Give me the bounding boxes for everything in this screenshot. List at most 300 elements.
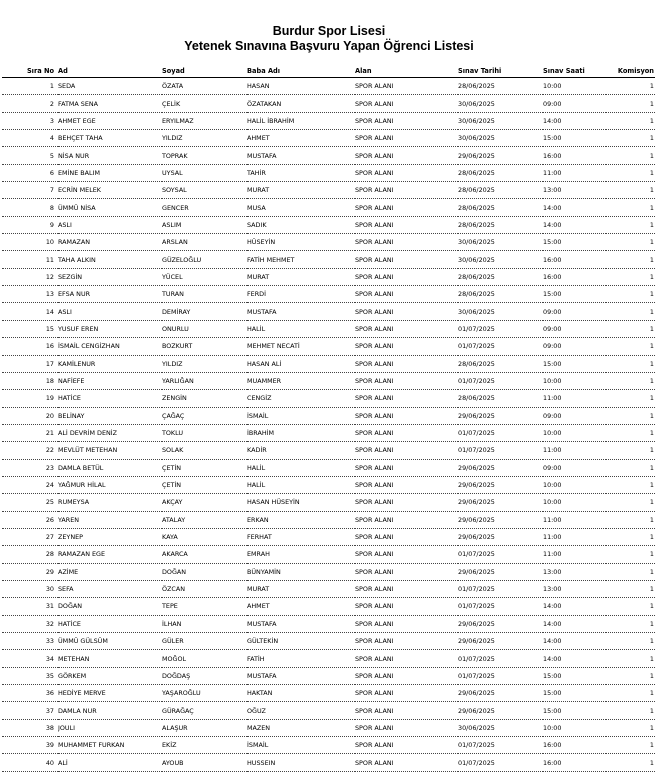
cell-baba-adi: MURAT — [247, 580, 355, 597]
cell-komisyon: 1 — [606, 320, 655, 337]
cell-alan: SPOR ALANI — [355, 164, 458, 181]
cell-komisyon: 1 — [606, 268, 655, 285]
cell-sinav-saati: 14:00 — [543, 633, 606, 650]
cell-sira-no: 18 — [2, 372, 58, 389]
table-row — [2, 580, 655, 597]
table-row — [2, 459, 655, 476]
cell-soyad: ÇELİK — [162, 95, 247, 112]
cell-alan: SPOR ALANI — [355, 78, 458, 95]
cell-komisyon: 1 — [606, 719, 655, 736]
cell-sinav-tarihi: 29/06/2025 — [458, 528, 543, 545]
cell-sinav-tarihi: 30/06/2025 — [458, 251, 543, 268]
cell-sinav-tarihi: 29/06/2025 — [458, 476, 543, 493]
cell-sira-no: 32 — [2, 615, 58, 632]
cell-sira-no: 10 — [2, 234, 58, 251]
cell-soyad: ASLIM — [162, 216, 247, 233]
cell-ad: BELİNAY — [58, 407, 162, 424]
cell-ad: ECRİN MELEK — [58, 182, 162, 199]
cell-alan: SPOR ALANI — [355, 147, 458, 164]
cell-komisyon: 1 — [606, 355, 655, 372]
cell-sinav-saati: 11:00 — [543, 546, 606, 563]
cell-komisyon: 1 — [606, 216, 655, 233]
cell-ad: FATMA SENA — [58, 95, 162, 112]
cell-komisyon: 1 — [606, 147, 655, 164]
table-row — [2, 338, 655, 355]
cell-sira-no: 13 — [2, 286, 58, 303]
cell-baba-adi: İBRAHİM — [247, 424, 355, 441]
cell-baba-adi: MUSA — [247, 199, 355, 216]
cell-ad: DAMLA BETÜL — [58, 459, 162, 476]
table-row — [2, 633, 655, 650]
table-row — [2, 546, 655, 563]
cell-sinav-saati: 15:00 — [543, 685, 606, 702]
cell-baba-adi: İSMAİL — [247, 737, 355, 754]
cell-baba-adi: KADİR — [247, 442, 355, 459]
cell-baba-adi: SADIK — [247, 216, 355, 233]
cell-sinav-saati: 09:00 — [543, 459, 606, 476]
cell-sinav-tarihi: 01/07/2025 — [458, 442, 543, 459]
cell-komisyon: 1 — [606, 702, 655, 719]
table-row — [2, 372, 655, 389]
cell-alan: SPOR ALANI — [355, 112, 458, 129]
cell-ad: NİSA NUR — [58, 147, 162, 164]
cell-soyad: YÜCEL — [162, 268, 247, 285]
cell-sira-no: 16 — [2, 338, 58, 355]
cell-baba-adi: MUSTAFA — [247, 147, 355, 164]
cell-sira-no: 36 — [2, 685, 58, 702]
cell-baba-adi: ÖZATAKAN — [247, 95, 355, 112]
cell-komisyon: 1 — [606, 685, 655, 702]
cell-komisyon: 1 — [606, 511, 655, 528]
cell-sinav-tarihi: 30/06/2025 — [458, 95, 543, 112]
cell-ad: DAMLA NUR — [58, 702, 162, 719]
cell-sinav-saati: 09:00 — [543, 320, 606, 337]
cell-soyad: ÇETİN — [162, 459, 247, 476]
cell-baba-adi: FERHAT — [247, 528, 355, 545]
cell-komisyon: 1 — [606, 164, 655, 181]
cell-soyad: ÖZATA — [162, 78, 247, 95]
cell-sinav-saati: 13:00 — [543, 580, 606, 597]
cell-sinav-saati: 14:00 — [543, 216, 606, 233]
table-row — [2, 476, 655, 493]
cell-sinav-saati: 11:00 — [543, 164, 606, 181]
cell-sira-no: 21 — [2, 424, 58, 441]
table-row — [2, 511, 655, 528]
cell-sinav-tarihi: 29/06/2025 — [458, 147, 543, 164]
cell-komisyon: 1 — [606, 95, 655, 112]
table-row — [2, 667, 655, 684]
cell-sira-no: 15 — [2, 320, 58, 337]
column-header-ad: Ad — [58, 62, 162, 78]
cell-sinav-tarihi: 29/06/2025 — [458, 407, 543, 424]
cell-komisyon: 1 — [606, 182, 655, 199]
cell-baba-adi: BÜNYAMİN — [247, 563, 355, 580]
cell-ad: MEVLÜT METEHAN — [58, 442, 162, 459]
cell-ad: NAFİEFE — [58, 372, 162, 389]
cell-sinav-tarihi: 29/06/2025 — [458, 459, 543, 476]
cell-sinav-tarihi: 28/06/2025 — [458, 78, 543, 95]
cell-sira-no: 5 — [2, 147, 58, 164]
cell-sinav-saati: 11:00 — [543, 390, 606, 407]
cell-soyad: DOĞAN — [162, 563, 247, 580]
column-header-komisyon: Komisyon — [606, 62, 655, 78]
cell-alan: SPOR ALANI — [355, 459, 458, 476]
cell-baba-adi: ERKAN — [247, 511, 355, 528]
cell-sinav-saati: 10:00 — [543, 78, 606, 95]
cell-sinav-saati: 10:00 — [543, 424, 606, 441]
cell-ad: METEHAN — [58, 650, 162, 667]
table-row — [2, 130, 655, 147]
cell-komisyon: 1 — [606, 286, 655, 303]
table-row — [2, 563, 655, 580]
table-row — [2, 494, 655, 511]
cell-ad: DOĞAN — [58, 598, 162, 615]
cell-ad: AHMET EGE — [58, 112, 162, 129]
cell-sira-no: 20 — [2, 407, 58, 424]
table-row — [2, 442, 655, 459]
table-row — [2, 216, 655, 233]
cell-sinav-tarihi: 01/07/2025 — [458, 754, 543, 771]
cell-ad: HEDİYE MERVE — [58, 685, 162, 702]
cell-ad: SEDA — [58, 78, 162, 95]
table-row — [2, 355, 655, 372]
cell-sinav-saati: 15:00 — [543, 130, 606, 147]
cell-ad: ASLI — [58, 303, 162, 320]
cell-sinav-tarihi: 01/07/2025 — [458, 424, 543, 441]
cell-ad: RUMEYSA — [58, 494, 162, 511]
cell-komisyon: 1 — [606, 633, 655, 650]
cell-ad: ÜMMÜ GÜLSÜM — [58, 633, 162, 650]
cell-ad: RAMAZAN EGE — [58, 546, 162, 563]
cell-sira-no: 12 — [2, 268, 58, 285]
table-header-row — [2, 62, 655, 78]
cell-sira-no: 26 — [2, 511, 58, 528]
cell-soyad: YILDIZ — [162, 355, 247, 372]
cell-sinav-saati: 09:00 — [543, 303, 606, 320]
cell-sinav-tarihi: 30/06/2025 — [458, 303, 543, 320]
cell-sinav-tarihi: 29/06/2025 — [458, 511, 543, 528]
cell-sira-no: 17 — [2, 355, 58, 372]
cell-sinav-tarihi: 01/07/2025 — [458, 320, 543, 337]
cell-komisyon: 1 — [606, 494, 655, 511]
cell-alan: SPOR ALANI — [355, 580, 458, 597]
cell-soyad: GÜZELOĞLU — [162, 251, 247, 268]
cell-soyad: AYOUB — [162, 754, 247, 771]
cell-komisyon: 1 — [606, 303, 655, 320]
cell-alan: SPOR ALANI — [355, 511, 458, 528]
cell-baba-adi: TAHİR — [247, 164, 355, 181]
table-row — [2, 112, 655, 129]
cell-soyad: DOĞDAŞ — [162, 667, 247, 684]
cell-sira-no: 19 — [2, 390, 58, 407]
cell-alan: SPOR ALANI — [355, 182, 458, 199]
cell-alan: SPOR ALANI — [355, 338, 458, 355]
cell-soyad: YARLIĞAN — [162, 372, 247, 389]
cell-alan: SPOR ALANI — [355, 702, 458, 719]
cell-alan: SPOR ALANI — [355, 546, 458, 563]
cell-alan: SPOR ALANI — [355, 494, 458, 511]
cell-ad: GÖRKEM — [58, 667, 162, 684]
table-body — [2, 78, 655, 772]
cell-alan: SPOR ALANI — [355, 303, 458, 320]
cell-sira-no: 4 — [2, 130, 58, 147]
cell-komisyon: 1 — [606, 390, 655, 407]
cell-soyad: AKARCA — [162, 546, 247, 563]
cell-sinav-saati: 16:00 — [543, 754, 606, 771]
cell-komisyon: 1 — [606, 754, 655, 771]
cell-baba-adi: İSMAİL — [247, 407, 355, 424]
cell-sinav-saati: 14:00 — [543, 650, 606, 667]
cell-sira-no: 30 — [2, 580, 58, 597]
cell-alan: SPOR ALANI — [355, 476, 458, 493]
cell-sinav-saati: 15:00 — [543, 702, 606, 719]
cell-sinav-tarihi: 01/07/2025 — [458, 667, 543, 684]
cell-soyad: EKİZ — [162, 737, 247, 754]
cell-sinav-tarihi: 28/06/2025 — [458, 268, 543, 285]
cell-ad: İSMAİL CENGİZHAN — [58, 338, 162, 355]
cell-sinav-saati: 15:00 — [543, 286, 606, 303]
cell-sira-no: 38 — [2, 719, 58, 736]
cell-soyad: ÇAĞAÇ — [162, 407, 247, 424]
cell-soyad: TOKLU — [162, 424, 247, 441]
cell-alan: SPOR ALANI — [355, 95, 458, 112]
cell-sinav-tarihi: 30/06/2025 — [458, 234, 543, 251]
cell-baba-adi: MEHMET NECATİ — [247, 338, 355, 355]
cell-ad: ÜMMÜ NİSA — [58, 199, 162, 216]
cell-komisyon: 1 — [606, 372, 655, 389]
cell-alan: SPOR ALANI — [355, 390, 458, 407]
cell-sinav-saati: 10:00 — [543, 719, 606, 736]
cell-alan: SPOR ALANI — [355, 528, 458, 545]
cell-baba-adi: HALİL — [247, 320, 355, 337]
cell-ad: TAHA ALKIN — [58, 251, 162, 268]
table-row — [2, 650, 655, 667]
cell-ad: SEFA — [58, 580, 162, 597]
cell-sinav-saati: 09:00 — [543, 338, 606, 355]
cell-sinav-saati: 10:00 — [543, 476, 606, 493]
cell-alan: SPOR ALANI — [355, 685, 458, 702]
cell-komisyon: 1 — [606, 737, 655, 754]
cell-sinav-saati: 10:00 — [543, 494, 606, 511]
table-row — [2, 615, 655, 632]
cell-baba-adi: EMRAH — [247, 546, 355, 563]
cell-sira-no: 22 — [2, 442, 58, 459]
cell-alan: SPOR ALANI — [355, 407, 458, 424]
cell-soyad: ALAŞUR — [162, 719, 247, 736]
cell-sira-no: 34 — [2, 650, 58, 667]
cell-sira-no: 7 — [2, 182, 58, 199]
cell-sira-no: 25 — [2, 494, 58, 511]
cell-sinav-tarihi: 29/06/2025 — [458, 615, 543, 632]
cell-komisyon: 1 — [606, 580, 655, 597]
cell-sinav-tarihi: 29/06/2025 — [458, 494, 543, 511]
cell-sira-no: 29 — [2, 563, 58, 580]
cell-komisyon: 1 — [606, 667, 655, 684]
cell-baba-adi: HASAN ALİ — [247, 355, 355, 372]
cell-komisyon: 1 — [606, 563, 655, 580]
cell-soyad: GÜLER — [162, 633, 247, 650]
cell-ad: HATİCE — [58, 390, 162, 407]
table-row — [2, 251, 655, 268]
cell-alan: SPOR ALANI — [355, 424, 458, 441]
cell-baba-adi: HÜSEYİN — [247, 234, 355, 251]
cell-komisyon: 1 — [606, 424, 655, 441]
cell-sira-no: 1 — [2, 78, 58, 95]
cell-baba-adi: MUSTAFA — [247, 615, 355, 632]
cell-sira-no: 27 — [2, 528, 58, 545]
cell-soyad: ERYILMAZ — [162, 112, 247, 129]
cell-sinav-tarihi: 28/06/2025 — [458, 390, 543, 407]
table-row — [2, 719, 655, 736]
cell-sinav-tarihi: 30/06/2025 — [458, 130, 543, 147]
cell-komisyon: 1 — [606, 78, 655, 95]
cell-alan: SPOR ALANI — [355, 754, 458, 771]
cell-alan: SPOR ALANI — [355, 737, 458, 754]
table-row — [2, 286, 655, 303]
cell-sinav-saati: 16:00 — [543, 268, 606, 285]
cell-sinav-tarihi: 01/07/2025 — [458, 580, 543, 597]
cell-komisyon: 1 — [606, 528, 655, 545]
cell-soyad: GENCER — [162, 199, 247, 216]
cell-alan: SPOR ALANI — [355, 216, 458, 233]
cell-ad: YUSUF EREN — [58, 320, 162, 337]
page-subtitle: Yetenek Sınavına Başvuru Yapan Öğrenci Listesi — [184, 39, 474, 53]
cell-baba-adi: GÜLTEKİN — [247, 633, 355, 650]
table-row — [2, 754, 655, 771]
cell-baba-adi: AHMET — [247, 130, 355, 147]
cell-sinav-saati: 11:00 — [543, 528, 606, 545]
table-row — [2, 407, 655, 424]
cell-sira-no: 23 — [2, 459, 58, 476]
cell-sira-no: 31 — [2, 598, 58, 615]
cell-sira-no: 2 — [2, 95, 58, 112]
cell-baba-adi: MUSTAFA — [247, 303, 355, 320]
cell-alan: SPOR ALANI — [355, 251, 458, 268]
cell-alan: SPOR ALANI — [355, 130, 458, 147]
cell-baba-adi: FATİH — [247, 650, 355, 667]
table-row — [2, 320, 655, 337]
cell-alan: SPOR ALANI — [355, 355, 458, 372]
cell-sinav-tarihi: 28/06/2025 — [458, 164, 543, 181]
student-table — [2, 62, 655, 772]
cell-komisyon: 1 — [606, 615, 655, 632]
cell-sira-no: 3 — [2, 112, 58, 129]
cell-sinav-saati: 16:00 — [543, 251, 606, 268]
cell-komisyon: 1 — [606, 234, 655, 251]
cell-ad: SEZGİN — [58, 268, 162, 285]
table-row — [2, 737, 655, 754]
cell-sira-no: 33 — [2, 633, 58, 650]
cell-sinav-tarihi: 28/06/2025 — [458, 199, 543, 216]
page-title: Burdur Spor Lisesi — [272, 24, 386, 38]
cell-alan: SPOR ALANI — [355, 286, 458, 303]
cell-komisyon: 1 — [606, 338, 655, 355]
cell-sinav-tarihi: 28/06/2025 — [458, 286, 543, 303]
cell-baba-adi: HALİL İBRAHİM — [247, 112, 355, 129]
column-header-soyad: Soyad — [162, 62, 247, 78]
cell-soyad: ATALAY — [162, 511, 247, 528]
cell-alan: SPOR ALANI — [355, 615, 458, 632]
cell-ad: RAMAZAN — [58, 234, 162, 251]
cell-baba-adi: HAKTAN — [247, 685, 355, 702]
cell-alan: SPOR ALANI — [355, 633, 458, 650]
cell-soyad: DEMİRAY — [162, 303, 247, 320]
cell-baba-adi: HASAN — [247, 78, 355, 95]
cell-alan: SPOR ALANI — [355, 650, 458, 667]
table-row — [2, 234, 655, 251]
cell-sinav-tarihi: 01/07/2025 — [458, 372, 543, 389]
cell-komisyon: 1 — [606, 598, 655, 615]
cell-ad: BEHÇET TAHA — [58, 130, 162, 147]
document-header — [0, 24, 658, 54]
cell-komisyon: 1 — [606, 476, 655, 493]
cell-soyad: BOZKURT — [162, 338, 247, 355]
cell-sinav-saati: 13:00 — [543, 563, 606, 580]
column-header-tarih: Sınav Tarihi — [458, 62, 543, 78]
cell-sinav-tarihi: 29/06/2025 — [458, 685, 543, 702]
cell-alan: SPOR ALANI — [355, 372, 458, 389]
cell-komisyon: 1 — [606, 459, 655, 476]
cell-sira-no: 39 — [2, 737, 58, 754]
cell-baba-adi: CENGİZ — [247, 390, 355, 407]
table-row — [2, 598, 655, 615]
table-row — [2, 303, 655, 320]
cell-soyad: İLHAN — [162, 615, 247, 632]
column-header-saat: Sınav Saati — [543, 62, 606, 78]
cell-soyad: UYSAL — [162, 164, 247, 181]
cell-komisyon: 1 — [606, 442, 655, 459]
cell-sira-no: 14 — [2, 303, 58, 320]
cell-baba-adi: HALİL — [247, 459, 355, 476]
cell-sira-no: 11 — [2, 251, 58, 268]
cell-sinav-saati: 13:00 — [543, 182, 606, 199]
table-row — [2, 268, 655, 285]
cell-baba-adi: HALİL — [247, 476, 355, 493]
cell-soyad: MOĞOL — [162, 650, 247, 667]
cell-soyad: TURAN — [162, 286, 247, 303]
cell-sinav-tarihi: 01/07/2025 — [458, 546, 543, 563]
cell-sinav-saati: 09:00 — [543, 407, 606, 424]
table-row — [2, 424, 655, 441]
cell-soyad: YILDIZ — [162, 130, 247, 147]
cell-komisyon: 1 — [606, 407, 655, 424]
cell-baba-adi: MURAT — [247, 268, 355, 285]
cell-sinav-tarihi: 30/06/2025 — [458, 112, 543, 129]
cell-alan: SPOR ALANI — [355, 667, 458, 684]
cell-ad: YAĞMUR HİLAL — [58, 476, 162, 493]
cell-sinav-saati: 14:00 — [543, 199, 606, 216]
cell-ad: ALİ DEVRİM DENİZ — [58, 424, 162, 441]
table-row — [2, 685, 655, 702]
cell-sinav-saati: 09:00 — [543, 95, 606, 112]
cell-sinav-tarihi: 29/06/2025 — [458, 702, 543, 719]
cell-sira-no: 28 — [2, 546, 58, 563]
cell-komisyon: 1 — [606, 199, 655, 216]
cell-sira-no: 40 — [2, 754, 58, 771]
cell-baba-adi: OĞUZ — [247, 702, 355, 719]
cell-sinav-saati: 15:00 — [543, 355, 606, 372]
cell-ad: ASLI — [58, 216, 162, 233]
cell-sira-no: 6 — [2, 164, 58, 181]
column-header-alan: Alan — [355, 62, 458, 78]
cell-sinav-saati: 15:00 — [543, 667, 606, 684]
cell-baba-adi: HASAN HÜSEYİN — [247, 494, 355, 511]
cell-baba-adi: FATİH MEHMET — [247, 251, 355, 268]
cell-ad: AZİME — [58, 563, 162, 580]
table-row — [2, 78, 655, 95]
cell-alan: SPOR ALANI — [355, 268, 458, 285]
cell-soyad: TOPRAK — [162, 147, 247, 164]
